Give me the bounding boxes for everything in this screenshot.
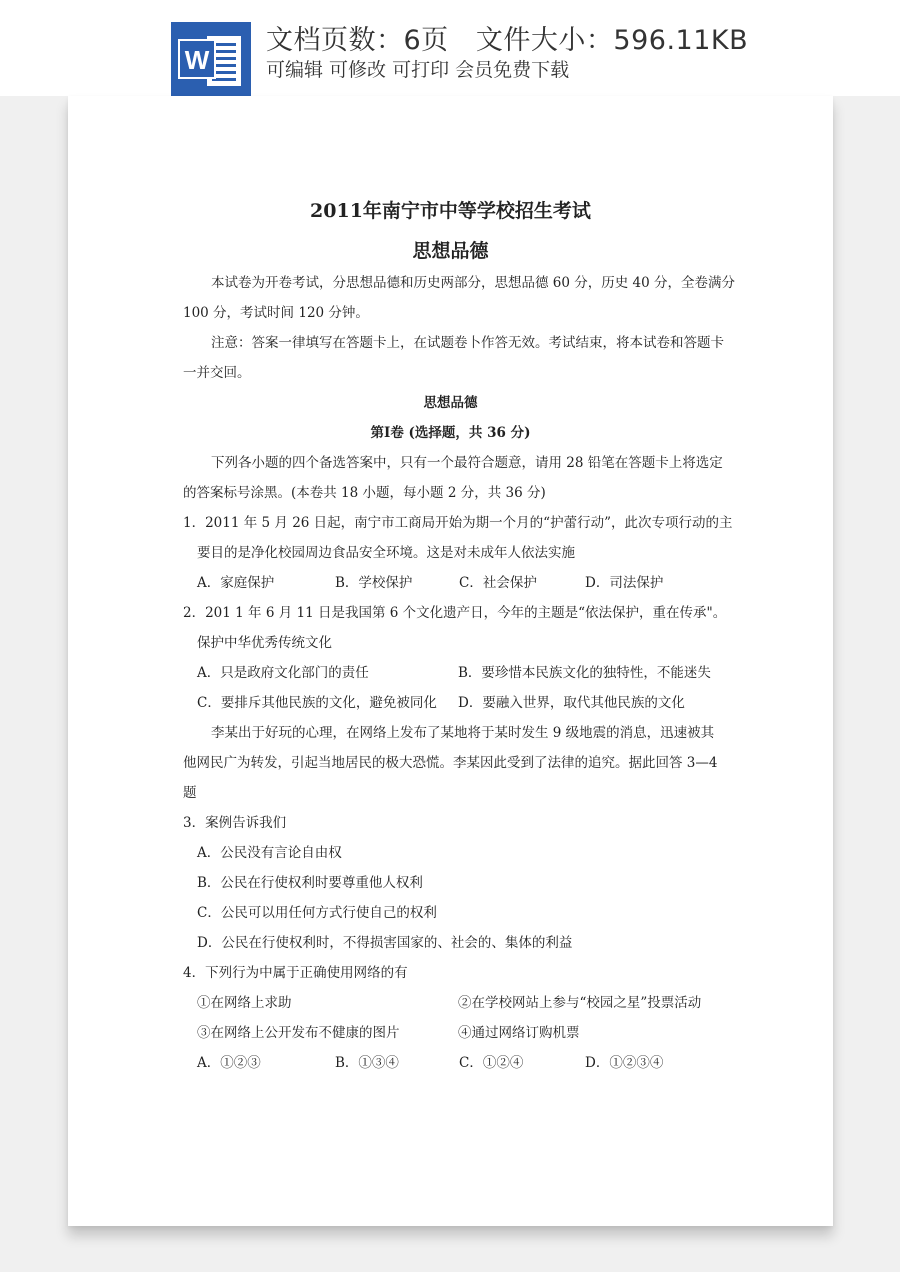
question-2-stem: 2．201 1 年 6 月 11 日是我国第 6 个文化遗产日，今年的主题是“依法保护，重在传承"。 [183, 605, 727, 621]
section-title: 第Ⅰ卷 (选择题，共 36 分) [370, 425, 531, 441]
document-page [68, 96, 833, 1226]
question-4-item: ①在网络上求助 [197, 995, 292, 1011]
svg-text:W: W [184, 45, 210, 75]
section-subject: 思想品德 [423, 395, 478, 411]
question-2-stem: 保护中华优秀传统文化 [197, 635, 332, 651]
question-1-stem: 要目的是净化校园周边食品安全环境。这是对未成年人依法实施 [197, 545, 575, 561]
question-1-option-a: A．家庭保护 [197, 575, 275, 591]
question-3-stem: 3．案例告诉我们 [183, 815, 287, 831]
download-banner [0, 0, 900, 96]
case-text: 题 [183, 785, 197, 801]
question-3-option-a: A．公民没有言论自由权 [197, 845, 342, 861]
exam-title: 2011年南宁市中等学校招生考试 [310, 200, 591, 222]
question-4-option-c: C．①②④ [459, 1055, 524, 1071]
notice-line: 注意：答案一律填写在答题卡上，在试题卷卜作答无效。考试结束，将本试卷和答题卡 [211, 335, 724, 351]
document-info: 文档页数：6页 文件大小：596.11KB [266, 25, 749, 56]
question-2-option-a: A．只是政府文化部门的责任 [197, 665, 369, 681]
intro-line: 100 分，考试时间 120 分钟。 [183, 305, 369, 321]
case-text: 李某出于好玩的心理，在网络上发布了某地将于某时发生 9 级地震的消息，迅速被其 [211, 725, 715, 741]
question-2-option-c: C．要排斥其他民族的文化，避免被同化 [197, 695, 437, 711]
word-document-icon [171, 22, 251, 96]
question-4-stem: 4．下列行为中属于正确使用网络的有 [183, 965, 408, 981]
instruction-line: 下列各小题的四个备选答案中，只有一个最符合题意，请用 28 铅笔在答题卡上将选定 [211, 455, 723, 471]
question-4-item: ③在网络上公开发布不健康的图片 [197, 1025, 400, 1041]
question-4-option-b: B．①③④ [335, 1055, 399, 1071]
question-1-option-d: D．司法保护 [585, 575, 664, 591]
question-1-option-b: B．学校保护 [335, 575, 413, 591]
question-3-option-c: C．公民可以用任何方式行使自己的权利 [197, 905, 437, 921]
instruction-line: 的答案标号涂黑。(本卷共 18 小题，每小题 2 分，共 36 分) [183, 485, 546, 501]
question-3-option-b: B．公民在行使权利时要尊重他人权利 [197, 875, 423, 891]
case-text: 他网民广为转发，引起当地居民的极大恐慌。李某因此受到了法律的追究。据此回答 3—4 [183, 755, 718, 771]
exam-subject: 思想品德 [412, 240, 489, 262]
question-4-option-d: D．①②③④ [585, 1055, 664, 1071]
question-1-option-c: C．社会保护 [459, 575, 537, 591]
question-4-item: ②在学校网站上参与“校园之星”投票活动 [458, 995, 702, 1011]
question-4-item: ④通过网络订购机票 [458, 1025, 580, 1041]
document-features: 可编辑 可修改 可打印 会员免费下载 [266, 59, 570, 81]
question-1-stem: 1．2011 年 5 月 26 日起，南宁市工商局开始为期一个月的“护蕾行动”，此次专项行动的主 [183, 515, 733, 531]
question-3-option-d: D．公民在行使权利时，不得损害国家的、社会的、集体的利益 [197, 935, 573, 951]
intro-line: 本试卷为开卷考试，分思想品德和历史两部分，思想品德 60 分，历史 40 分，全卷满分 [211, 275, 736, 291]
question-2-option-b: B．要珍惜本民族文化的独特性，不能迷失 [458, 665, 711, 681]
question-4-option-a: A．①②③ [197, 1055, 261, 1071]
question-2-option-d: D．要融入世界，取代其他民族的文化 [458, 695, 685, 711]
notice-line: 一并交回。 [183, 365, 251, 381]
